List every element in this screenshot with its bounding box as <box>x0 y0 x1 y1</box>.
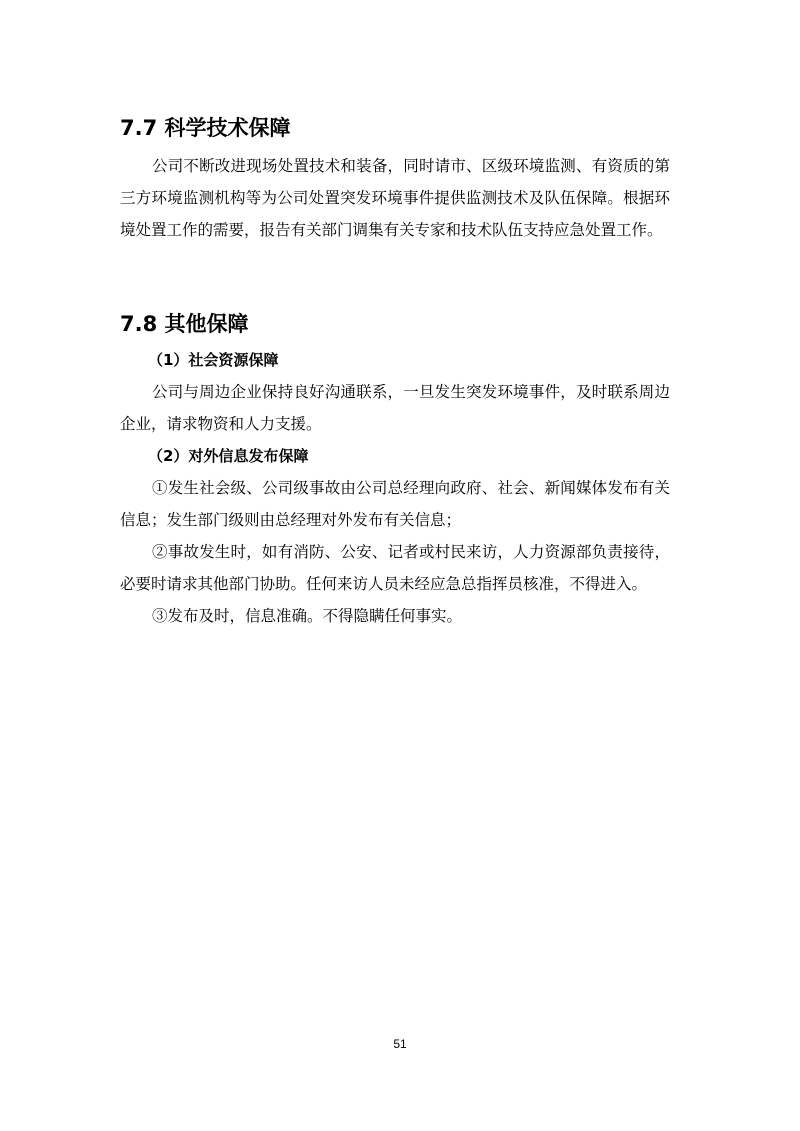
information-release-paragraph-1: ①发生社会级、公司级事故由公司总经理向政府、社会、新闻媒体发布有关信息；发生部门级则由总经理对外发布有关信息； <box>120 479 670 529</box>
page-number: 51 <box>393 1037 407 1051</box>
subsection-title-social-resources: （1）社会资源保障 <box>148 351 279 369</box>
information-release-paragraph-3: ③发布及时，信息准确。不得隐瞒任何事实。 <box>152 607 463 625</box>
section-heading-7-7: 7.7 科学技术保障 <box>120 116 291 140</box>
information-release-paragraph-2: ②事故发生时，如有消防、公安、记者或村民来访，人力资源部负责接待，必要时请求其他部门协助。任何来访人员未经应急总指挥员核准，不得进入。 <box>120 543 670 593</box>
section-7-7-paragraph: 公司不断改进现场处置技术和装备，同时请市、区级环境监测、有资质的第三方环境监测机构等为公司处置突发环境事件提供监测技术及队伍保障。根据环境处置工作的需要，报告有关部门调集有关专家和技术队伍支持应急处置工作。 <box>120 157 670 239</box>
section-heading-7-8: 7.8 其他保障 <box>120 312 249 336</box>
subsection-title-information-release: （2）对外信息发布保障 <box>148 447 309 465</box>
page-content <box>120 112 670 632</box>
social-resources-paragraph: 公司与周边企业保持良好沟通联系，一旦发生突发环境事件，及时联系周边企业，请求物资和人力支援。 <box>120 383 670 433</box>
